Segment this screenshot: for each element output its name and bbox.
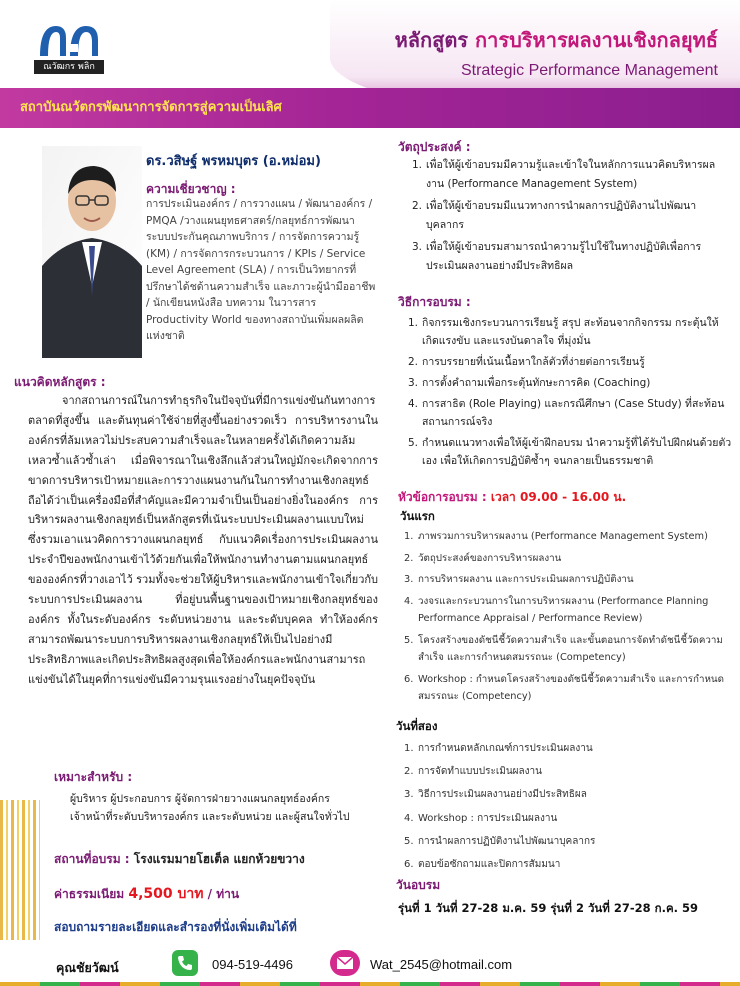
method-number: 1.	[408, 317, 419, 329]
day1-item	[404, 593, 738, 628]
day1-item	[404, 528, 738, 546]
day2-text: การนำผลการปฏิบัติงานไปพัฒนาบุคลากร	[418, 835, 596, 847]
suitable-list	[70, 790, 390, 826]
expertise-heading: ความเชี่ยวชาญ :	[146, 182, 236, 196]
suitable-heading: เหมาะสำหรับ :	[54, 770, 133, 784]
fee	[54, 883, 239, 905]
day1-number: 5.	[404, 634, 414, 646]
day2-heading: วันที่สอง	[396, 719, 438, 733]
day2-text: วิธีการประเมินผลงานอย่างมีประสิทธิผล	[418, 789, 587, 801]
method-text: กิจกรรมเชิงกระบวนการเรียนรู้ สรุป สะท้อนจากกิจกรรม กระตุ้นให้เกิดแรงขับ และแรงบันดาลใจ ที่มุ่งมั่น	[422, 317, 719, 347]
objective-text: เพื่อให้ผู้เข้าอบรมมีแนวทางการนำผลการปฏิบัติงานไปพัฒนาบุคลากร	[426, 200, 697, 231]
concept-text: จากสถานการณ์ในการทำธุรกิจในปัจจุบันที่มีการแข่งขันกันทางการตลาดที่สูงขึ้น และต้นทุนค่าใช้จ่ายที่สูงขึ้นอย่างรวดเร็ว การบริหารงานในองค์กรที่ล้มเหลวไม่ประสบความสำเร็จและในหลายครั้งได้เกิดความล้มเหลวซ้ำแล้วซ้ำเล่า เมื่อพิจารณาในเชิงลึกแล้วส่วนใหญ่มักจะเกิดจากการขาดการบริหารเป้าหมายและการวางแผนงานกันในการทำงานเชิงกลยุทธ์ถือได้ว่าเป็นเครื่องมือที่สำคัญและมีความจำเป็นเป็นอย่างยิ่งในองค์กร การบริหารผลงานเชิงกลยุทธ์เป็นหลักสูตรที่เน้นระบบประเมินผลงานแบบใหม่ ซึ่งรวมเอาแนวคิดการวางแผนกลยุทธ์ กับแนวคิดเรื่องการประเมินผลงานประจำปีของพนักงานเข้าไว้ด้วยกันเพื่อให้พนักงานทำงานตามแผนกลยุทธ์ขององค์กรที่วางเอาไว้ รวมทั้งจะช่วยให้ผู้บริหารและพนักงานเข้าใจเกี่ยวกับระบบการประเมินผลงาน ที่อยู่บนพื้นฐานของเป้าหมายเชิงกลยุทธ์ขององค์กร ทั้งในระดับองค์กร ระดับหน่วยงาน และระดับบุคคล ทำให้องค์กรสามารถพัฒนาระบบการบริหารผลงานเชิงกลยุทธ์ให้เป็นไปอย่างมีประสิทธิภาพและเกิดประสิทธิผลสูงสุดเพื่อให้องค์กรและพนักงานสามารถแข่งขันได้ในยุคที่การแข่งขันมีความรุนแรงอย่างในยุคปัจจุบัน	[28, 394, 379, 686]
method-item	[408, 314, 734, 350]
objective-number: 3.	[412, 241, 423, 253]
venue	[54, 850, 305, 869]
day1-text: ภาพรวมการบริหารผลงาน (Performance Management System)	[418, 531, 708, 542]
objective-text: เพื่อให้ผู้เข้าอบรมมีความรู้และเข้าใจในหลักการแนวคิดบริหารผลงาน (Performance Management System)	[426, 159, 716, 190]
phone-icon	[172, 950, 198, 976]
topics-time: เวลา 09.00 - 16.00 น.	[490, 490, 627, 504]
day1-item	[404, 550, 738, 568]
method-text: การตั้งคำถามเพื่อกระตุ้นทักษะการคิด (Coaching)	[422, 377, 651, 389]
day2-text: การจัดทำแบบประเมินผลงาน	[418, 766, 542, 778]
day1-number: 1.	[404, 531, 414, 542]
objectives-heading: วัตถุประสงค์ :	[398, 140, 471, 154]
day2-number: 4.	[404, 812, 414, 824]
email-address[interactable]: Wat_2545@hotmail.com	[370, 957, 513, 972]
day1-number: 3.	[404, 574, 414, 585]
expertise-text: การประเมินองค์กร / การวางแผน / พัฒนาองค์กร / PMQA /วางแผนยุทธศาสตร์/กลยุทธ์การพัฒนาระบบประกันคุณภาพบริการ / การจัดการความรู้ (KM) / การจัดการกระบวนการ / KPIs / Service Level Agreement (SLA) / การเป็นวิทยากรที่ปรึกษาได้ชด้านความสำเร็จ และภาวะผู้นำมืออาชีพ / นักเขียนหนังสือ บทความ ในวารสาร Productivity World ของทางสถาบันเพิ่มผลผลิตแห่งชาติ	[146, 198, 376, 342]
topics-heading	[398, 488, 626, 507]
logo	[30, 16, 108, 86]
objective-item	[412, 197, 732, 235]
method-item	[408, 434, 734, 470]
day2-item	[404, 763, 734, 780]
fee-label: ค่าธรรมเนียม	[54, 887, 125, 901]
objectives-list	[412, 156, 732, 279]
day2-text: การกำหนดหลักเกณฑ์การประเมินผลงาน	[418, 743, 593, 754]
objective-item	[412, 156, 732, 194]
method-text: การบรรยายที่เน้นเนื้อหาใกล้ตัวที่ง่ายต่อการเรียนรู้	[422, 356, 645, 368]
methods-list	[408, 314, 734, 473]
course-title	[395, 24, 718, 56]
day2-item	[404, 833, 734, 850]
method-item	[408, 374, 734, 392]
suitable-item: เจ้าหน้าที่ระดับบริหารองค์กร และระดับหน่วย และผู้สนใจทั่วไป	[70, 811, 350, 823]
suitable-item: ผู้บริหาร ผู้ประกอบการ ผู้จัดการฝ่ายวางแผนกลยุทธ์องค์กร	[70, 793, 330, 805]
venue-label: สถานที่อบรม :	[54, 852, 130, 866]
day2-item	[404, 810, 734, 827]
objective-number: 1.	[412, 159, 423, 171]
mail-icon	[330, 950, 360, 976]
day1-text: Workshop : กำหนดโครงสร้างของดัชนีชี้วัดความสำเร็จ และการกำหนดสมรรถนะ (Competency)	[418, 673, 724, 702]
logo-text: ณวัฒกร พลิกองค์กร	[34, 60, 104, 74]
topics-label: หัวข้อการอบรม :	[398, 490, 487, 504]
day1-text: วงจรและกระบวนการในการบริหารผลงาน (Performance Planning Performance Appraisal / Performance Review)	[418, 595, 709, 624]
course-title-accent: การบริหารผลงานเชิงกลยุทธ์	[475, 28, 718, 52]
day2-item	[404, 786, 734, 803]
method-number: 2.	[408, 356, 419, 368]
day1-heading: วันแรก	[400, 509, 435, 523]
day2-number: 2.	[404, 766, 414, 778]
method-number: 3.	[408, 377, 419, 389]
day1-text: โครงสร้างของดัชนีชี้วัดความสำเร็จ และขั้นตอนการจัดทำดัชนีชี้วัดความสำเร็จ และการกำหนดสมรรถนะ (Competency)	[418, 634, 723, 663]
day2-item	[404, 740, 734, 757]
day2-text: ตอบข้อซักถามและปิดการสัมมนา	[418, 858, 561, 870]
method-item	[408, 353, 734, 371]
method-text: การสาธิต (Role Playing) และกรณีศึกษา (Case Study) ที่สะท้อนสถานการณ์จริง	[422, 398, 725, 428]
objective-number: 2.	[412, 200, 423, 212]
concept-heading: แนวคิดหลักสูตร :	[14, 375, 106, 389]
institute-name: สถาบันณวัตกรพัฒนาการจัดการสู่ความเป็นเลิศ	[20, 100, 282, 115]
course-title-en: Strategic Performance Management	[460, 62, 718, 79]
day1-list	[404, 528, 738, 710]
dates-heading: วันอบรม	[396, 878, 441, 892]
fee-value: 4,500 บาท	[128, 886, 204, 902]
day2-text: Workshop : การประเมินผลงาน	[418, 812, 558, 824]
header	[0, 0, 740, 130]
day1-text: การบริหารผลงาน และการประเมินผลการปฏิบัติงาน	[418, 574, 634, 585]
dates-text: รุ่นที่ 1 วันที่ 27-28 ม.ค. 59 รุ่นที่ 2 วันที่ 27-28 ก.ค. 59	[398, 901, 699, 915]
objective-item	[412, 238, 732, 276]
day2-list	[404, 740, 734, 879]
phone-number[interactable]: 094-519-4496	[212, 957, 293, 972]
day1-number: 4.	[404, 595, 414, 607]
speaker-name: ดร.วสิษฐ์ พรหมบุตร (อ.หม่อม)	[146, 154, 321, 169]
day1-item	[404, 671, 738, 706]
method-number: 4.	[408, 398, 419, 410]
method-number: 5.	[408, 437, 419, 449]
day1-number: 2.	[404, 552, 414, 564]
objective-text: เพื่อให้ผู้เข้าอบรมสามารถนำความรู้ไปใช้ในทางปฏิบัติเพื่อการประเมินผลงานอย่างมีประสิทธิผล	[426, 241, 702, 272]
bottom-stripe	[0, 982, 740, 986]
venue-value: โรงแรมมายโฮเต็ล แยกห้วยขวาง	[133, 852, 305, 866]
contact-name: คุณชัยวัฒน์	[56, 960, 119, 975]
contact-row	[0, 946, 740, 982]
methods-heading: วิธีการอบรม :	[398, 295, 471, 309]
fee-unit: / ท่าน	[207, 887, 240, 901]
day1-number: 6.	[404, 673, 414, 685]
course-title-prefix: หลักสูตร	[394, 28, 469, 52]
day2-number: 3.	[404, 789, 414, 801]
day2-number: 6.	[404, 858, 414, 870]
speaker-photo	[42, 146, 142, 358]
day2-number: 5.	[404, 835, 414, 847]
method-text: กำหนดแนวทางเพื่อให้ผู้เข้าฝึกอบรม นำความรู้ที่ได้รับไปฝึกฝนด้วยตัวเอง เพื่อให้เกิดการปฏิบัติซ้ำๆ จนกลายเป็นธรรมชาติ	[422, 437, 732, 467]
day1-item	[404, 632, 738, 667]
day2-item	[404, 856, 734, 873]
day2-number: 1.	[404, 743, 414, 754]
method-item	[408, 395, 734, 431]
decorative-stripes	[0, 800, 40, 940]
day1-text: วัตถุประสงค์ของการบริหารผลงาน	[418, 552, 562, 564]
day1-item	[404, 571, 738, 589]
inquiry-text: สอบถามรายละเอียดและสำรองที่นั่งเพิ่มเติมได้ที่	[54, 920, 297, 934]
